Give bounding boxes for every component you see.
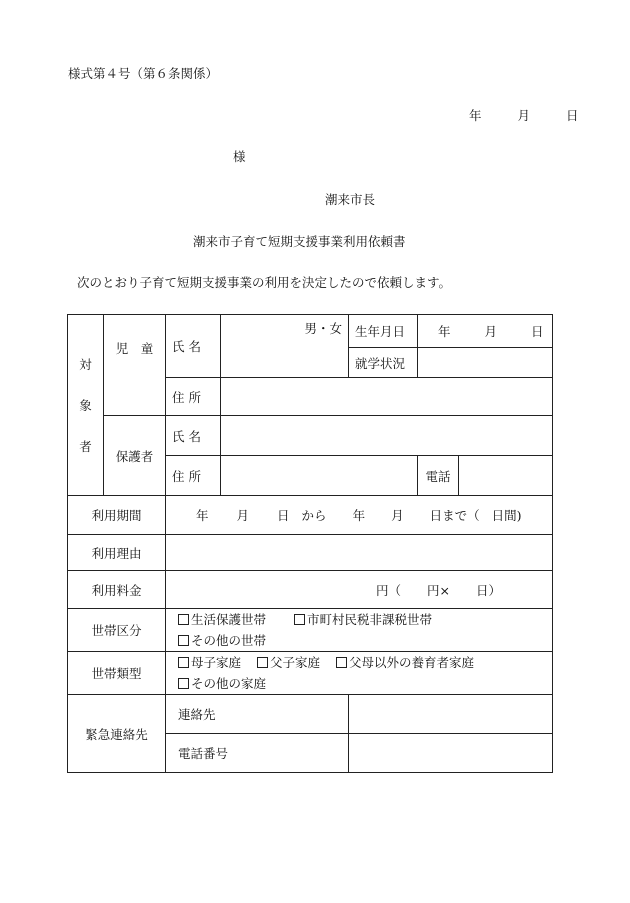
sex-label: 男・女 <box>304 321 342 336</box>
child-name-label: 氏 名 <box>166 315 221 378</box>
addressee-suffix: 様 <box>233 149 246 164</box>
birth-date-field[interactable] <box>418 315 553 348</box>
date-year: 年 <box>469 108 482 123</box>
date-month: 月 <box>517 108 530 123</box>
usage-period-field[interactable] <box>166 496 553 535</box>
usage-period-label: 利用期間 <box>68 496 166 535</box>
child-name-field[interactable] <box>221 315 349 378</box>
birth-month: 月 <box>484 324 497 339</box>
subject-label <box>68 315 104 496</box>
household-type-option-other[interactable]: その他の家庭 <box>178 676 266 691</box>
household-type-options <box>166 652 553 695</box>
usage-fee-label: 利用料金 <box>68 571 166 609</box>
fee-yen: 円（ <box>376 582 402 598</box>
guardian-phone-field[interactable] <box>459 456 553 496</box>
subject-char-2: 象 <box>79 397 92 413</box>
child-address-field[interactable] <box>221 378 553 416</box>
usage-reason-label: 利用理由 <box>68 535 166 571</box>
household-type-option-guardian[interactable]: 父母以外の養育者家庭 <box>336 655 474 670</box>
usage-fee-field[interactable] <box>166 571 553 609</box>
intro-text: 次のとおり子育て短期支援事業の利用を決定したので依頼します。 <box>77 275 452 290</box>
checkbox-icon <box>336 657 347 668</box>
guardian-address-field[interactable] <box>221 456 418 496</box>
guardian-name-label: 氏 名 <box>166 416 221 456</box>
period-until: 日まで（ <box>429 508 480 523</box>
household-class-option-tax-exempt[interactable]: 市町村民税非課税世帯 <box>294 612 432 627</box>
date-day: 日 <box>565 108 579 123</box>
guardian-address-label: 住 所 <box>166 456 221 496</box>
request-form-table <box>67 314 553 773</box>
subject-char-3: 者 <box>79 438 92 454</box>
date-line <box>469 110 578 123</box>
checkbox-icon <box>257 657 268 668</box>
contact-label: 連絡先 <box>166 695 349 734</box>
form-number: 様式第４号（第６条関係） <box>68 66 219 81</box>
period-end-year: 年 <box>352 508 366 523</box>
household-class-label: 世帯区分 <box>68 609 166 652</box>
household-class-option-welfare[interactable]: 生活保護世帯 <box>178 612 266 627</box>
guardian-label: 保護者 <box>104 416 166 496</box>
fee-days: 日） <box>476 582 502 598</box>
birth-day: 日 <box>530 324 544 339</box>
usage-reason-field[interactable] <box>166 535 553 571</box>
sender: 潮来市長 <box>325 192 376 207</box>
household-type-label: 世帯類型 <box>68 652 166 695</box>
guardian-phone-label: 電話 <box>418 456 459 496</box>
period-days: 日間) <box>491 508 522 523</box>
checkbox-icon <box>178 614 189 625</box>
document-title: 潮来市子育て短期支援事業利用依頼書 <box>193 234 406 249</box>
household-type-option-mother[interactable]: 母子家庭 <box>178 655 241 670</box>
child-address-label: 住 所 <box>166 378 221 416</box>
household-type-option-father[interactable]: 父子家庭 <box>257 655 320 670</box>
birth-date-label: 生年月日 <box>349 315 418 348</box>
period-from: から <box>301 508 327 523</box>
household-class-option-other[interactable]: その他の世帯 <box>178 633 266 648</box>
checkbox-icon <box>178 635 189 646</box>
household-class-options <box>166 609 553 652</box>
period-end-month: 月 <box>391 508 404 523</box>
checkbox-icon <box>178 678 189 689</box>
fee-per-day: 円× <box>427 582 450 598</box>
school-status-field[interactable] <box>418 348 553 378</box>
contact-phone-field[interactable] <box>349 734 553 773</box>
period-start-year: 年 <box>196 508 209 523</box>
contact-field[interactable] <box>349 695 553 734</box>
child-label: 児 童 <box>104 315 166 416</box>
birth-year: 年 <box>437 324 451 339</box>
checkbox-icon <box>178 657 189 668</box>
guardian-name-field[interactable] <box>221 416 553 456</box>
school-status-label: 就学状況 <box>349 348 418 378</box>
checkbox-icon <box>294 614 305 625</box>
period-start-month: 月 <box>236 508 250 523</box>
emergency-contact-label: 緊急連絡先 <box>68 695 166 773</box>
contact-phone-label: 電話番号 <box>166 734 349 773</box>
period-start-day: 日 <box>277 508 290 523</box>
subject-char-1: 対 <box>79 356 92 372</box>
